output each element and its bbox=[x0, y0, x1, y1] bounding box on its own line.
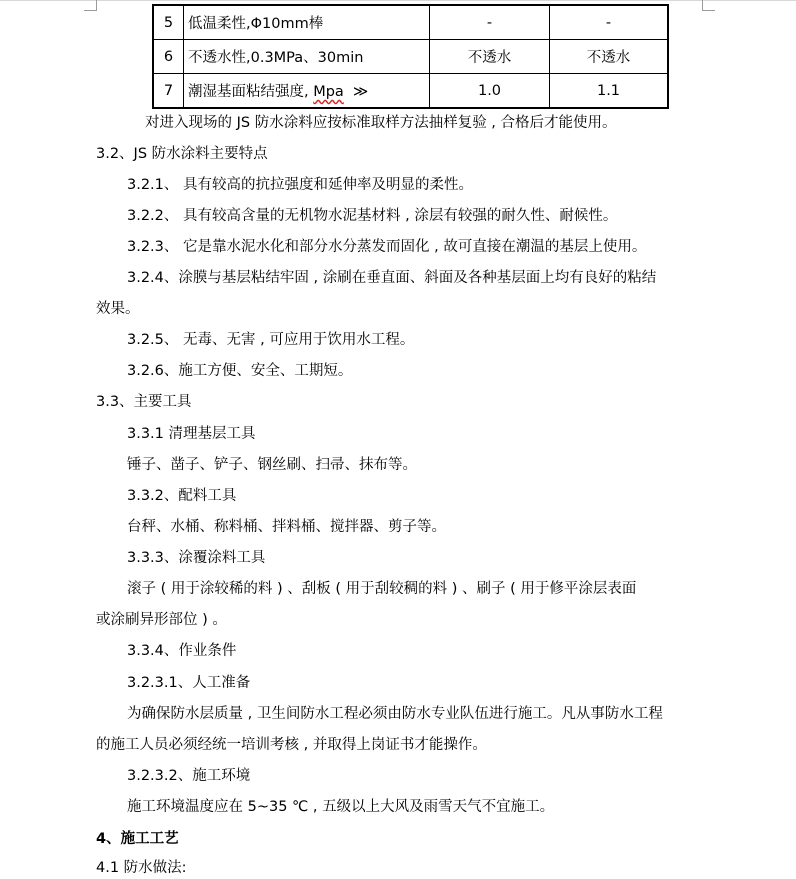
margin-corner-mark-right bbox=[702, 0, 715, 11]
row-number: 6 bbox=[153, 40, 184, 74]
feature-3-2-1: 3.2.1、 具有较高的抗拉强度和延伸率及明显的柔性。 bbox=[127, 177, 474, 193]
personnel-paragraph: 为确保防水层质量 , 卫生间防水工程必须由防水专业队伍进行施工。凡从事防水工程 bbox=[127, 706, 663, 722]
section-heading-3-2: 3.2、JS 防水涂料主要特点 bbox=[96, 146, 268, 162]
table-row bbox=[153, 74, 668, 109]
table-row bbox=[153, 40, 668, 74]
margin-corner-mark-left bbox=[84, 0, 97, 11]
subheading-4-1: 4.1 防水做法: bbox=[96, 860, 187, 876]
row-item-symbol: ≫ bbox=[343, 84, 369, 100]
subheading-3-3-2: 3.3.2、配料工具 bbox=[127, 488, 237, 504]
spellcheck-underlined-unit: Mpa bbox=[313, 84, 344, 100]
feature-3-2-2: 3.2.2、 具有较高含量的无机物水泥基材料 , 涂层有较强的耐久性、耐候性。 bbox=[127, 208, 618, 224]
coating-tools-list: 滚子 ( 用于涂较稀的料 ) 、刮板 ( 用于刮较稠的料 ) 、刷子 ( 用于修平涂层表面 bbox=[127, 581, 637, 597]
row-item: 不透水性,0.3MPa、30min bbox=[184, 40, 430, 74]
environment-paragraph: 施工环境温度应在 5~35 ℃ , 五级以上大风及雨雪天气不宜施工。 bbox=[127, 799, 555, 815]
table-row bbox=[153, 5, 668, 40]
cleaning-tools-list: 锤子、凿子、铲子、钢丝刷、扫帚、抹布等。 bbox=[127, 457, 417, 473]
row-value-1: 1.0 bbox=[430, 74, 550, 109]
row-item bbox=[184, 74, 430, 109]
personnel-paragraph-continued: 的施工人员必须经统一培训考核 , 并取得上岗证书才能操作。 bbox=[96, 737, 487, 753]
row-number: 5 bbox=[153, 5, 184, 40]
subheading-3-2-3-1: 3.2.3.1、人工准备 bbox=[127, 675, 251, 691]
section-heading-3-3: 3.3、主要工具 bbox=[96, 394, 192, 410]
feature-3-2-4-continued: 效果。 bbox=[96, 301, 140, 317]
subheading-3-3-4: 3.3.4、作业条件 bbox=[127, 643, 237, 659]
row-number: 7 bbox=[153, 74, 184, 109]
feature-3-2-6: 3.2.6、施工方便、安全、工期短。 bbox=[127, 363, 353, 379]
row-value-1: - bbox=[430, 5, 550, 40]
properties-table bbox=[152, 4, 669, 109]
row-value-2: 1.1 bbox=[550, 74, 669, 109]
row-value-2: - bbox=[550, 5, 669, 40]
row-item: 低温柔性,Φ10mm棒 bbox=[184, 5, 430, 40]
feature-3-2-5: 3.2.5、 无毒、无害 , 可应用于饮用水工程。 bbox=[127, 332, 415, 348]
section-heading-4: 4、施工工艺 bbox=[96, 831, 179, 847]
coating-tools-list-continued: 或涂刷异形部位 ) 。 bbox=[96, 612, 227, 628]
row-value-2: 不透水 bbox=[550, 40, 669, 74]
subheading-3-3-1: 3.3.1 清理基层工具 bbox=[127, 426, 256, 442]
paragraph-sampling-note: 对进入现场的 JS 防水涂料应按标准取样方法抽样复验 , 合格后才能使用。 bbox=[145, 115, 617, 131]
subheading-3-2-3-2: 3.2.3.2、施工环境 bbox=[127, 768, 251, 784]
mixing-tools-list: 台秤、水桶、称料桶、拌料桶、搅拌器、剪子等。 bbox=[127, 519, 446, 535]
feature-3-2-3: 3.2.3、 它是靠水泥水化和部分水分蒸发而固化 , 故可直接在潮温的基层上使用。 bbox=[127, 239, 647, 255]
subheading-3-3-3: 3.3.3、涂覆涂料工具 bbox=[127, 550, 266, 566]
row-value-1: 不透水 bbox=[430, 40, 550, 74]
row-item-text: 潮湿基面粘结强度, bbox=[188, 84, 314, 100]
feature-3-2-4: 3.2.4、涂膜与基层粘结牢固 , 涂刷在垂直面、斜面及各种基层面上均有良好的粘结 bbox=[127, 270, 657, 286]
